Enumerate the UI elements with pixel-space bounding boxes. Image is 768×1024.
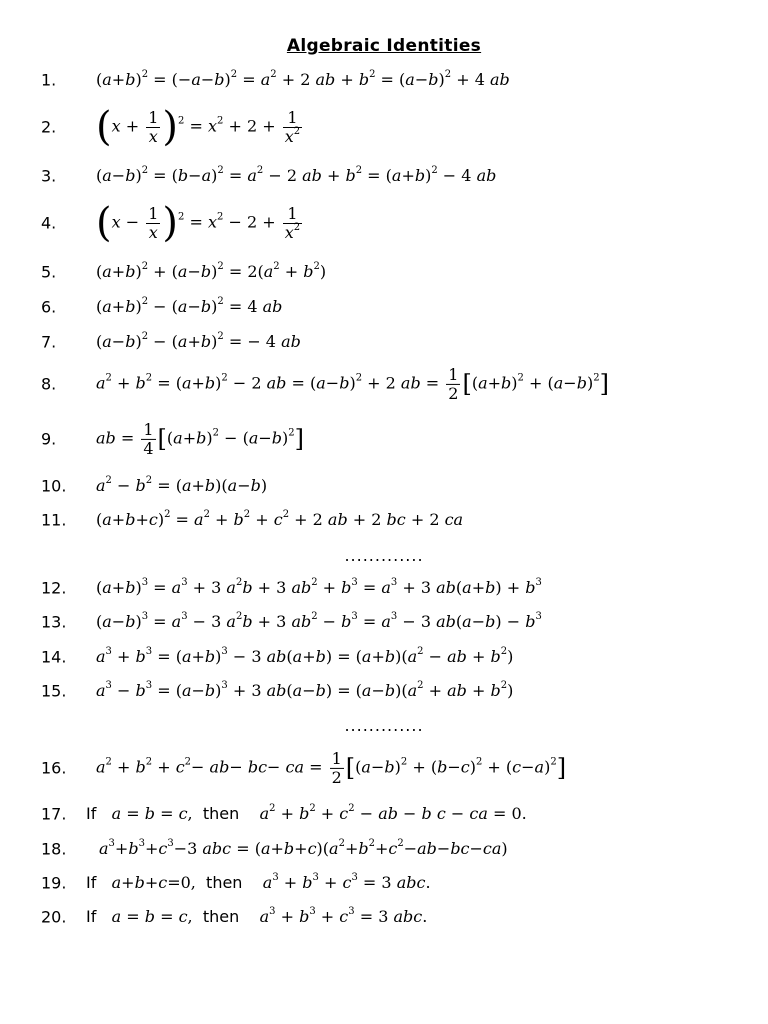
item-number: 4. (41, 213, 57, 233)
item-number: 5. (41, 262, 57, 282)
identity-row-11 (0, 500, 768, 540)
item-number: 3. (41, 166, 57, 186)
identity-row-4 (0, 200, 768, 246)
identity-2: (x + $\frac{1}{x}$ )$^2 = x^2 + 2$ + $\frac{1}{x^2}$ (96, 104, 301, 150)
identity-row-7 (0, 322, 768, 362)
identity-11: $(a+b+c)^2 = a^2 + b^2 + c^2 + 2$ ab + 2 bc + 2 ca (96, 509, 464, 529)
identity-7: $(a-b)^2 - (a+b)^2$ = − 4 ab (96, 331, 301, 351)
word-if: If (86, 907, 97, 926)
identity-8: $a^2 + b^2 = (a+b)^2 - 2$ ab = $(a-b)^2 + 2$ ab = $\frac{1}{2}$ $[(a+b)^2 + (a-b)^2]$ (96, 364, 609, 403)
identity-9: ab = $\frac{1}{4}$ $[(a+b)^2 - (a-b)^2]$ (96, 419, 305, 458)
identity-5: $(a+b)^2 + (a-b)^2 = 2(a^2 + b^2)$ (96, 261, 327, 281)
item-number: 16. (41, 758, 67, 778)
item-number: 6. (41, 297, 57, 317)
identity-19: If a+b+c=0, then $a^3 + b^3 + c^3 = 3$ abc. (86, 872, 431, 892)
word-if: If (86, 873, 97, 892)
identity-row-2 (0, 104, 768, 150)
item-number: 13. (41, 612, 67, 632)
identity-row-17 (0, 794, 768, 834)
item-number: 11. (41, 510, 67, 530)
word-then: then (202, 804, 240, 823)
separator-dots: ............. (344, 716, 424, 735)
identity-20: If a = b = c, then $a^3 + b^3 + c^3 = 3$ abc. (86, 906, 428, 926)
item-number: 18. (41, 839, 67, 859)
item-number: 9. (41, 429, 57, 449)
item-number: 20. (41, 907, 67, 927)
identity-15: $a^3 - b^3 = (a-b)^3 + 3$ $ab(a-b) = (a-b)(a^2$ + ab + $b^2$) (96, 680, 514, 700)
identity-10: $a^2 - b^2 = (a+b)(a-b)$ (96, 475, 268, 495)
identity-16: $a^2 + b^2 + c^2- ab- bc-$ ca = $\frac{1}{2}$ $[(a-b)^2 + (b-c)^2 + (c-a)^2]$ (96, 748, 567, 787)
identity-row-15 (0, 671, 768, 711)
word-then: then (202, 907, 240, 926)
word-if: If (86, 804, 97, 823)
identity-row-1 (0, 60, 768, 100)
identity-row-6 (0, 287, 768, 327)
page-title: Algebraic Identities (286, 36, 482, 56)
identity-13: $(a-b)^3 = a^3 - 3$ $a^2b + 3$ $ab^2 - b^3 = a^3 - 3$ $ab(a-b) - b^3$ (96, 611, 542, 631)
identity-row-3 (0, 156, 768, 196)
identity-row-20 (0, 897, 768, 937)
identity-row-13 (0, 602, 768, 642)
item-number: 15. (41, 681, 67, 701)
item-number: 1. (41, 70, 57, 90)
item-number: 10. (41, 476, 67, 496)
identity-14: $a^3 + b^3 = (a+b)^3 - 3$ $ab(a+b) = (a+b)(a^2$ − ab + $b^2$) (96, 646, 514, 666)
item-number: 19. (41, 873, 67, 893)
identity-row-9 (0, 419, 768, 459)
identity-1: $(a+b)^2 = (-a-b)^2 = a^2 + 2$ ab + $b^2 = (a-b)^2 + 4$ ab (96, 69, 510, 89)
identity-row-5 (0, 252, 768, 292)
identity-3: $(a-b)^2 = (b-a)^2 = a^2 - 2$ ab + $b^2 = (a+b)^2 - 4$ ab (96, 165, 497, 185)
identity-row-8 (0, 364, 768, 404)
item-number: 14. (41, 647, 67, 667)
item-number: 8. (41, 374, 57, 394)
identity-12: $(a+b)^3 = a^3 + 3$ $a^2b + 3$ $ab^2 + b^3 = a^3 + 3$ $ab(a+b) + b^3$ (96, 577, 542, 597)
identity-4: (x − $\frac{1}{x}$ )$^2 = x^2 - 2$ + $\frac{1}{x^2}$ (96, 200, 301, 246)
item-number: 7. (41, 332, 57, 352)
identity-17: If a = b = c, then $a^2 + b^2 + c^2$ − ab − b c − ca = 0. (86, 803, 527, 823)
separator-dots: ............. (344, 546, 424, 565)
item-number: 2. (41, 117, 57, 137)
identity-row-16 (0, 748, 768, 788)
item-number: 17. (41, 804, 67, 824)
identity-18: $a^3+b^3+c^3-3$ abc = $(a+b+c)(a^2+b^2+c^2-ab-bc-ca)$ (99, 838, 508, 858)
item-number: 12. (41, 578, 67, 598)
identity-6: $(a+b)^2 - (a-b)^2 = 4$ ab (96, 296, 283, 316)
word-then: then (206, 873, 243, 892)
